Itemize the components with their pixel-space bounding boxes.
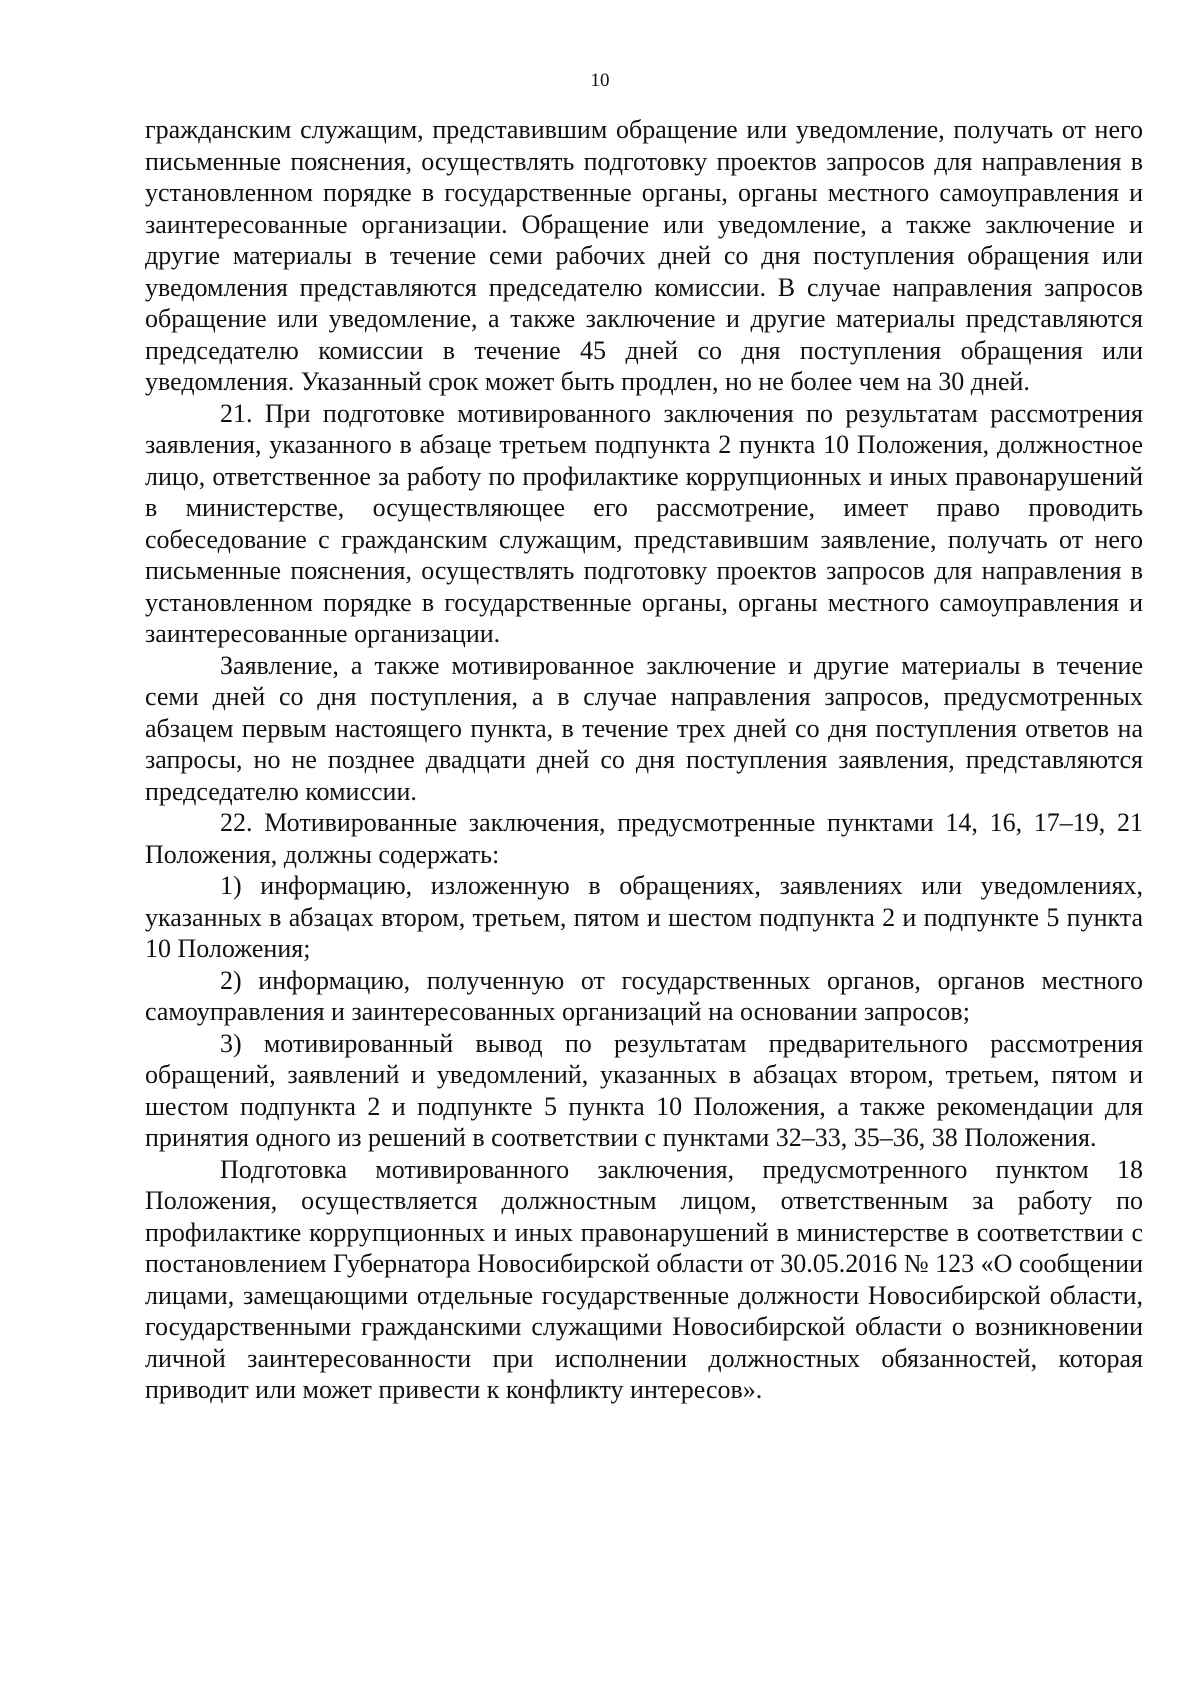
paragraph-preparation: Подготовка мотивированного заключения, предусмотренного пунктом 18 Положения, осуществляется должностным лицом, ответственным за работу по профилактике коррупционных и иных правонарушений в министерстве в соответствии с постановлением Губернатора Новосибирской области от 30.05.2016 № 123 «О сообщении лицами, замещающими отдельные государственные должности Новосибирской области, государственными гражданскими служащими Новосибирской области о возникновении личной заинтересованности при исполнении должностных обязанностей, которая приводит или может привести к конфликту интересов». <box>145 1154 1143 1404</box>
paragraph-statement: Заявление, а также мотивированное заключение и другие материалы в течение семи дней со дня поступления, а в случае направления запросов, предусмотренных абзацем первым настоящего пункта, в течение трех дней со дня поступления ответов на запросы, но не позднее двадцати дней со дня поступления заявления, представляются председателю комиссии. <box>145 650 1143 806</box>
document-body <box>145 114 1143 1406</box>
paragraph-item-21: 21. При подготовке мотивированного заключения по результатам рассмотрения заявления, указанного в абзаце третьем подпункта 2 пункта 10 Положения, должностное лицо, ответственное за работу по профилактике коррупционных и иных правонарушений в министерстве, осуществляющее его рассмотрение, имеет право проводить собеседование с гражданским служащим, представившим заявление, получать от него письменные пояснения, осуществлять подготовку проектов запросов для направления в установленном порядке в государственные органы, органы местного самоуправления и заинтересованные организации. <box>145 398 1143 648</box>
paragraph-item-22: 22. Мотивированные заключения, предусмотренные пунктами 14, 16, 17–19, 21 Положения, должны содержать: <box>145 808 1143 869</box>
list-item-3: 3) мотивированный вывод по результатам предварительного рассмотрения обращений, заявлений и уведомлений, указанных в абзацах втором, третьем, пятом и шестом подпункта 2 и подпункте 5 пункта 10 Положения, а также рекомендации для принятия одного из решений в соответствии с пунктами 32–33, 35–36, 38 Положения. <box>145 1028 1143 1152</box>
paragraph-continuation: гражданским служащим, представившим обращение или уведомление, получать от него письменные пояснения, осуществлять подготовку проектов запросов для направления в установленном порядке в государственные органы, органы местного самоуправления и заинтересованные организации. Обращение или уведомление, а также заключение и другие материалы в течение семи рабочих дней со дня поступления обращения или уведомления представляются председателю комиссии. В случае направления запросов обращение или уведомление, а также заключение и другие материалы представляются председателю комиссии в течение 45 дней со дня поступления обращения или уведомления. Указанный срок может быть продлен, но не более чем на 30 дней. <box>145 115 1143 396</box>
list-item-1: 1) информацию, изложенную в обращениях, заявлениях или уведомлениях, указанных в абзацах втором, третьем, пятом и шестом подпункта 2 и подпункте 5 пункта 10 Положения; <box>145 871 1143 963</box>
page-number: 10 <box>590 70 610 91</box>
list-item-2: 2) информацию, полученную от государственных органов, органов местного самоуправления и заинтересованных организаций на основании запросов; <box>145 965 1143 1026</box>
